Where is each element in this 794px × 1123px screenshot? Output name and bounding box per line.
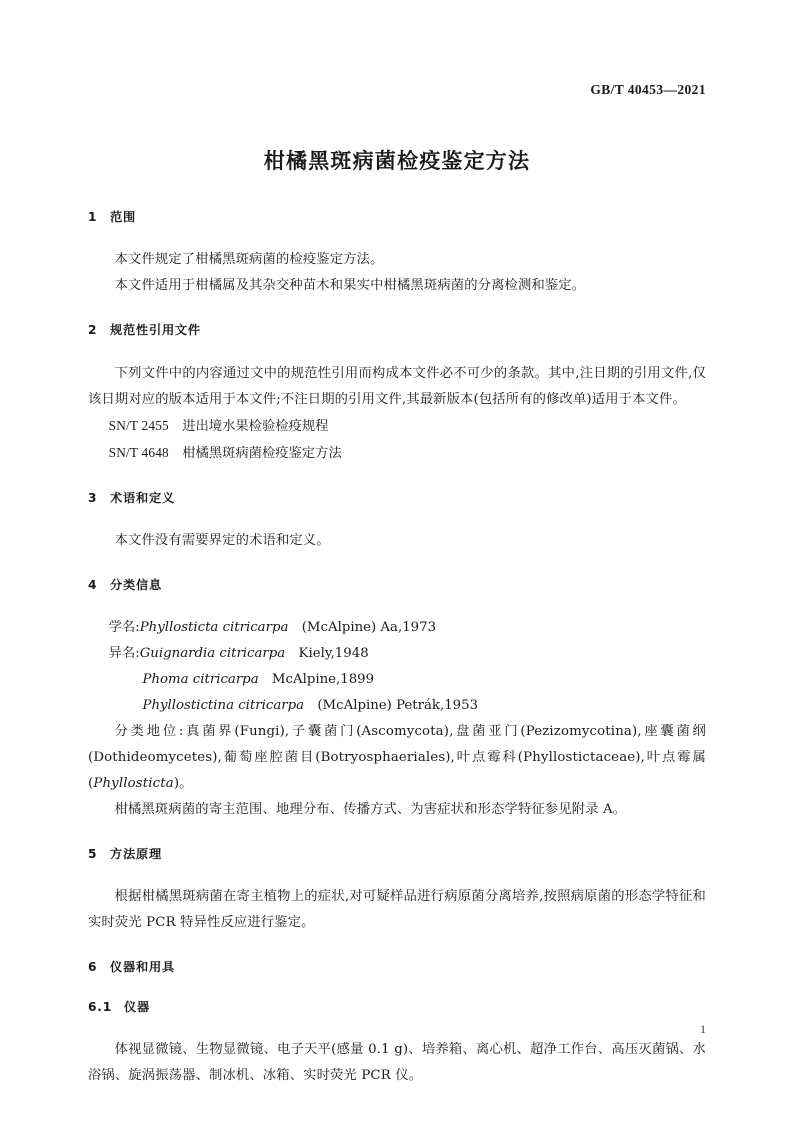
section-heading-instruments <box>88 960 706 975</box>
subsection-title: 仪器 <box>124 999 150 1014</box>
reference-code: SN/T 2455 <box>108 417 169 433</box>
section-title: 分类信息 <box>110 577 162 592</box>
annex-reference-paragraph: 柑橘黑斑病菌的寄主范围、地理分布、传播方式、为害症状和形态学特征参见附录 A。 <box>114 802 627 817</box>
section-heading-classification <box>88 578 706 593</box>
scope-paragraph-2: 本文件适用于柑橘属及其杂交种苗木和果实中柑橘黑斑病菌的分离检测和鉴定。 <box>114 278 586 294</box>
subsection-heading-instruments-list <box>88 1000 706 1015</box>
terms-paragraph: 本文件没有需要界定的术语和定义。 <box>114 532 330 548</box>
synonym-binomial: Phyllostictina citricarpa <box>142 698 305 713</box>
section-heading-scope <box>88 210 706 225</box>
synonym-binomial: Guignardia citricarpa <box>139 646 286 661</box>
synonym-line <box>88 667 706 693</box>
section-title: 术语和定义 <box>110 490 175 505</box>
normative-reference-item <box>88 440 706 467</box>
synonym-authority: McAlpine,1899 <box>271 672 375 687</box>
taxonomy-paragraph <box>88 719 706 797</box>
instruments-paragraph: 体视显微镜、生物显微镜、电子天平(感量 0.1 g)、培养箱、离心机、超净工作台、高压灭菌锅、水浴锅、旋涡振荡器、制冰机、冰箱、实时荧光 PCR 仪。 <box>88 1041 706 1083</box>
section-title: 规范性引用文件 <box>110 323 201 338</box>
taxonomy-genus: Phyllosticta <box>93 776 174 791</box>
page-number: 1 <box>700 1022 706 1036</box>
accepted-name-binomial: Phyllosticta citricarpa <box>139 620 289 635</box>
section-title: 范围 <box>110 210 136 224</box>
accepted-name-authority: (McAlpine) Aa,1973 <box>301 620 437 635</box>
normative-reference-item <box>88 413 706 440</box>
document-body <box>88 210 706 1089</box>
section-number: 6 <box>88 960 98 975</box>
synonym-binomial: Phoma citricarpa <box>142 672 259 687</box>
scope-paragraph-1: 本文件规定了柑橘黑斑病菌的检疫鉴定方法。 <box>114 252 384 268</box>
synonym-authority: Kiely,1948 <box>298 646 369 661</box>
section-number: 3 <box>88 490 98 505</box>
taxonomy-tail: )。 <box>173 776 193 791</box>
section-number: 1 <box>88 210 98 224</box>
principle-paragraph: 根据柑橘黑斑病菌在寄主植物上的症状,对可疑样品进行病原菌分离培养,按照病原菌的形态学特征和实时荧光 PCR 特异性反应进行鉴定。 <box>88 889 706 931</box>
accepted-name-line <box>88 615 706 641</box>
standard-code-header: GB/T 40453—2021 <box>590 82 706 97</box>
synonym-line <box>88 693 706 719</box>
section-heading-terms <box>88 491 706 506</box>
section-number: 4 <box>88 577 98 592</box>
section-number: 5 <box>88 847 98 861</box>
section-heading-normative-references <box>88 323 706 338</box>
subsection-number: 6.1 <box>88 999 112 1014</box>
synonym-line <box>88 641 706 667</box>
normative-references-paragraph: 下列文件中的内容通过文中的规范性引用而构成本文件必不可少的条款。其中,注日期的引用文件,仅该日期对应的版本适用于本文件;不注日期的引用文件,其最新版本(包括所有的修改单)适用于本文件。 <box>88 365 706 407</box>
section-heading-principle <box>88 847 706 862</box>
section-number: 2 <box>88 323 98 338</box>
reference-title: 进出境水果检验检疫规程 <box>182 418 329 434</box>
synonym-label: 异名: <box>108 646 140 661</box>
accepted-name-label: 学名: <box>108 620 140 635</box>
page-title: 柑橘黑斑病菌检疫鉴定方法 <box>263 149 531 173</box>
reference-title: 柑橘黑斑病菌检疫鉴定方法 <box>182 445 342 461</box>
taxonomy-text: 分类地位:真菌界(Fungi),子囊菌门(Ascomycota),盘菌亚门(Pezizomycotina),座囊菌纲(Dothideomycetes),葡萄座腔菌目(Botryosphaeriales),叶点霉科(Phyllostictaceae),叶点霉属( <box>88 724 706 791</box>
synonym-authority: (McAlpine) Petrák,1953 <box>317 698 479 713</box>
reference-code: SN/T 4648 <box>108 444 169 460</box>
section-title: 仪器和用具 <box>110 960 175 975</box>
section-title: 方法原理 <box>110 847 162 861</box>
